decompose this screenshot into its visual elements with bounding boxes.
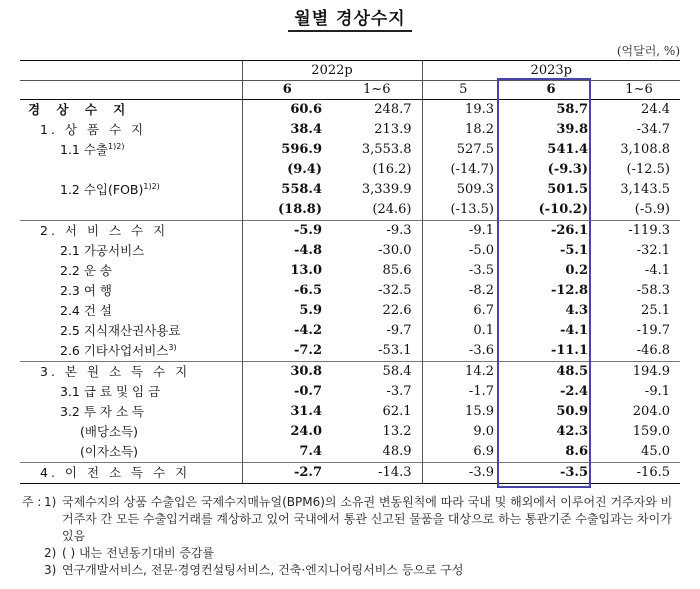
table-row: [20, 463, 680, 484]
value-cell: -4.8: [242, 241, 332, 261]
value-cell: -30.0: [378, 243, 412, 258]
value-cell: -4.1: [644, 263, 670, 278]
value-cell: 0.2: [565, 263, 588, 278]
value-cell: -34.7: [636, 122, 670, 137]
value-cell: 596.9: [242, 140, 332, 160]
value-cell: 6.9: [422, 442, 504, 463]
value-cell: (24.6): [372, 202, 412, 217]
row-label: 2.3 여 행: [60, 283, 112, 298]
value-cell: 8.6: [565, 444, 588, 459]
row-label: [20, 160, 242, 180]
value-cell: -5.9: [242, 221, 332, 242]
value-cell: (16.2): [372, 162, 412, 177]
value-cell: -32.1: [636, 243, 670, 258]
row-label: 2.4 건 설: [60, 303, 112, 318]
footnote-text: ( ) 내는 전년동기대비 증감률: [62, 546, 215, 560]
footnote-text: 연구개발서비스, 전문·경영컨설팅서비스, 건축·엔지니어링서비스 등으로 구성: [62, 563, 464, 577]
table-row: [20, 382, 680, 402]
value-cell: -9.3: [332, 221, 422, 242]
month-header: 1~6: [598, 81, 680, 100]
value-cell: (-10.2): [538, 202, 588, 217]
footnote-1: [22, 494, 682, 545]
value-cell: 62.1: [382, 404, 412, 419]
value-cell: -12.8: [550, 283, 588, 298]
value-cell: (9.4): [242, 160, 332, 180]
value-cell: 58.4: [332, 362, 422, 383]
table-row: [20, 120, 680, 140]
value-cell: 5.9: [242, 301, 332, 321]
value-cell: 6.7: [422, 301, 504, 321]
row-label: 3.1 급 료 및 임 금: [60, 384, 161, 399]
value-cell: (-12.5): [626, 162, 670, 177]
value-cell: -3.7: [386, 384, 412, 399]
value-cell: 45.0: [641, 444, 670, 459]
table-row: [20, 200, 680, 221]
value-cell: 7.4: [242, 442, 332, 463]
row-label: 2.1 가공서비스: [60, 243, 145, 258]
value-cell: -1.7: [422, 382, 504, 402]
value-cell: -9.1: [422, 221, 504, 242]
value-cell: -3.6: [422, 341, 504, 362]
value-cell: (-9.3): [547, 162, 588, 177]
value-cell: -53.1: [378, 343, 412, 358]
table-row: [20, 180, 680, 200]
month-header: 5: [422, 81, 504, 100]
value-cell: 527.5: [422, 140, 504, 160]
value-cell: (-5.9): [634, 202, 670, 217]
unit-label: (억달러, %): [616, 44, 680, 58]
row-label: 3.2 투 자 소 득: [60, 404, 145, 419]
footnote-text: 국제수지의 상품 수출입은 국제수지매뉴얼(BPM6)의 소유권 변동원칙에 따라 국내 및 해외에서 이루어진 거주자와 비거주자 간 모든 수출입거래를 계상하고 있어 국내에서 통관 신고된 물품을 대상으로 하는 통관기준 수출입과는 차이가 있음: [62, 495, 673, 543]
value-cell: 3,143.5: [620, 182, 670, 197]
table-row: [20, 402, 680, 422]
value-cell: 60.6: [242, 100, 332, 121]
value-cell: 14.2: [422, 362, 504, 383]
value-cell: 248.7: [374, 102, 412, 117]
value-cell: 159.0: [632, 424, 670, 439]
value-cell: 31.4: [242, 402, 332, 422]
current-account-table: [20, 60, 680, 484]
value-cell: 25.1: [641, 303, 670, 318]
value-cell: -5.1: [559, 243, 588, 258]
table-row: [20, 442, 680, 463]
month-header: 1~6: [332, 81, 422, 100]
footnote-number: 3): [44, 563, 57, 577]
year-2022-header: 2022p: [242, 61, 422, 81]
table-row: [20, 160, 680, 180]
table-row: [20, 261, 680, 281]
value-cell: 38.4: [242, 120, 332, 140]
value-cell: (-14.7): [422, 160, 504, 180]
row-label: (이자소득): [80, 444, 139, 459]
value-cell: 4.3: [565, 303, 588, 318]
blank-header: [20, 81, 242, 100]
value-cell: 39.8: [556, 122, 588, 137]
value-cell: 3,553.8: [361, 142, 412, 157]
row-label: 2. 서 비 스 수 지: [20, 221, 242, 242]
blank-header: [20, 61, 242, 81]
value-cell: -11.1: [550, 343, 588, 358]
value-cell: -2.4: [559, 384, 588, 399]
value-cell: -2.7: [242, 463, 332, 484]
value-cell: -3.9: [422, 463, 504, 484]
value-cell: -7.2: [242, 341, 332, 362]
value-cell: 3,108.8: [620, 142, 670, 157]
row-label: 2.5 지식재산권사용료: [60, 323, 181, 338]
table-row: [20, 301, 680, 321]
value-cell: 541.4: [547, 142, 588, 157]
value-cell: 48.5: [504, 362, 598, 383]
value-cell: -6.5: [242, 281, 332, 301]
value-cell: 213.9: [374, 122, 412, 137]
table-row: [20, 362, 680, 383]
row-label: 2.6 기타사업서비스$^{3)}$: [60, 342, 177, 358]
row-label: 경 상 수 지: [28, 102, 132, 117]
value-cell: -3.5: [422, 261, 504, 281]
row-label: 3. 본 원 소 득 수 지: [20, 362, 242, 383]
footnote-number: 2): [44, 546, 57, 560]
value-cell: 558.4: [242, 180, 332, 200]
month-header: 6: [242, 81, 332, 100]
row-label: [20, 200, 242, 221]
value-cell: 85.6: [382, 263, 412, 278]
table-row: [20, 100, 680, 121]
value-cell: 501.5: [547, 182, 588, 197]
value-cell: 194.9: [598, 362, 680, 383]
value-cell: -16.5: [598, 463, 680, 484]
value-cell: -58.3: [636, 283, 670, 298]
value-cell: -8.2: [422, 281, 504, 301]
table-row: [20, 422, 680, 442]
value-cell: 509.3: [422, 180, 504, 200]
value-cell: 24.4: [641, 102, 670, 117]
value-cell: 50.9: [556, 404, 588, 419]
value-cell: 204.0: [632, 404, 670, 419]
value-cell: (18.8): [242, 200, 332, 221]
value-cell: 42.3: [556, 424, 588, 439]
year-header-row: [20, 61, 680, 81]
value-cell: 58.7: [556, 102, 588, 117]
footnote-prefix: 주 :: [22, 495, 42, 509]
month-header-row: [20, 81, 680, 100]
footnote-number: 1): [44, 495, 57, 509]
value-cell: -9.1: [644, 384, 670, 399]
table-row: [20, 241, 680, 261]
footnote-2: [22, 545, 682, 562]
value-cell: 3,339.9: [361, 182, 412, 197]
value-cell: 15.9: [422, 402, 504, 422]
table-body: [20, 100, 680, 484]
table-row: [20, 281, 680, 301]
value-cell: -4.2: [242, 321, 332, 341]
value-cell: 24.0: [242, 422, 332, 442]
value-cell: -5.0: [422, 241, 504, 261]
row-label: 1.1 수출$^{1)2)}$: [60, 141, 125, 157]
row-label: 1.2 수입(FOB)$^{1)2)}$: [60, 181, 160, 197]
value-cell: -119.3: [598, 221, 680, 242]
value-cell: 48.9: [382, 444, 412, 459]
value-cell: -3.5: [504, 463, 598, 484]
value-cell: 19.3: [422, 100, 504, 121]
value-cell: -0.7: [242, 382, 332, 402]
value-cell: -4.1: [559, 323, 588, 338]
row-label: (배당소득): [80, 424, 139, 439]
value-cell: 22.6: [382, 303, 412, 318]
value-cell: 13.0: [242, 261, 332, 281]
value-cell: -46.8: [636, 343, 670, 358]
value-cell: -19.7: [636, 323, 670, 338]
row-label: 1. 상 품 수 지: [40, 122, 147, 137]
value-cell: -9.7: [386, 323, 412, 338]
month-header: 6: [504, 81, 598, 100]
value-cell: -26.1: [504, 221, 598, 242]
table-row: [20, 221, 680, 242]
footnotes: [22, 494, 682, 579]
table-row: [20, 341, 680, 362]
row-label: 4. 이 전 소 득 수 지: [20, 463, 242, 484]
value-cell: 18.2: [422, 120, 504, 140]
value-cell: 30.8: [242, 362, 332, 383]
value-cell: (-13.5): [422, 200, 504, 221]
footnote-3: [22, 562, 682, 579]
value-cell: -14.3: [332, 463, 422, 484]
value-cell: 9.0: [422, 422, 504, 442]
table-row: [20, 140, 680, 160]
row-label: 2.2 운 송: [60, 263, 112, 278]
value-cell: -32.5: [378, 283, 412, 298]
page-title: 월별 경상수지: [0, 4, 700, 29]
table-row: [20, 321, 680, 341]
year-2023-header: 2023p: [422, 61, 680, 81]
value-cell: 0.1: [422, 321, 504, 341]
value-cell: 13.2: [382, 424, 412, 439]
